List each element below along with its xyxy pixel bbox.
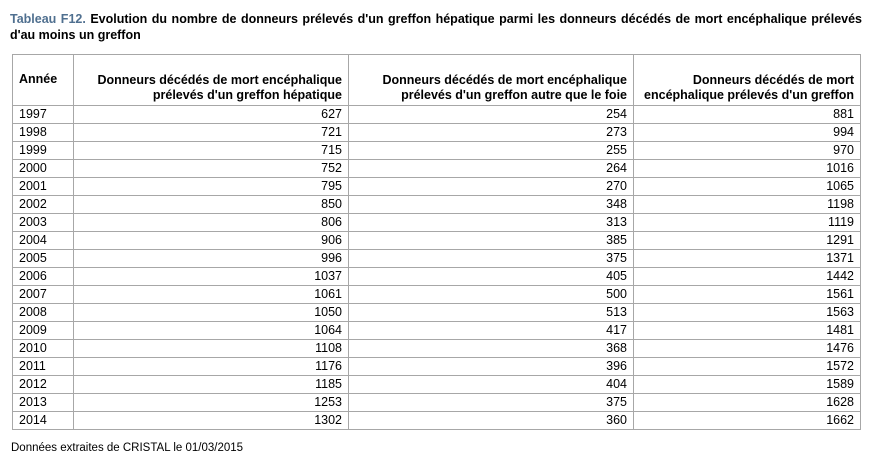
cell-total-donors: 1291	[634, 232, 861, 250]
table-row	[13, 412, 861, 430]
header-year: Année	[13, 55, 74, 106]
table-row	[13, 358, 861, 376]
cell-total-donors: 1563	[634, 304, 861, 322]
cell-liver-donors: 1108	[74, 340, 349, 358]
cell-other-donors: 375	[349, 250, 634, 268]
cell-total-donors: 1016	[634, 160, 861, 178]
header-total-donors: Donneurs décédés de mort encéphalique prélevés d'un greffon	[634, 55, 861, 106]
cell-year: 2010	[13, 340, 74, 358]
cell-year: 2011	[13, 358, 74, 376]
cell-liver-donors: 1064	[74, 322, 349, 340]
cell-liver-donors: 906	[74, 232, 349, 250]
cell-total-donors: 1371	[634, 250, 861, 268]
table-body	[13, 106, 861, 430]
cell-other-donors: 417	[349, 322, 634, 340]
cell-total-donors: 994	[634, 124, 861, 142]
cell-total-donors: 1662	[634, 412, 861, 430]
cell-total-donors: 881	[634, 106, 861, 124]
cell-year: 2014	[13, 412, 74, 430]
cell-total-donors: 1561	[634, 286, 861, 304]
cell-total-donors: 1589	[634, 376, 861, 394]
cell-liver-donors: 752	[74, 160, 349, 178]
cell-year: 2001	[13, 178, 74, 196]
cell-other-donors: 273	[349, 124, 634, 142]
cell-year: 2004	[13, 232, 74, 250]
cell-total-donors: 1476	[634, 340, 861, 358]
table-row	[13, 178, 861, 196]
cell-year: 2012	[13, 376, 74, 394]
cell-total-donors: 1065	[634, 178, 861, 196]
cell-other-donors: 255	[349, 142, 634, 160]
cell-other-donors: 396	[349, 358, 634, 376]
cell-year: 2008	[13, 304, 74, 322]
table-title-label: Tableau F12.	[10, 12, 86, 26]
cell-liver-donors: 996	[74, 250, 349, 268]
cell-other-donors: 500	[349, 286, 634, 304]
cell-year: 1998	[13, 124, 74, 142]
cell-year: 1997	[13, 106, 74, 124]
cell-liver-donors: 1253	[74, 394, 349, 412]
cell-liver-donors: 1176	[74, 358, 349, 376]
cell-liver-donors: 1050	[74, 304, 349, 322]
cell-total-donors: 1628	[634, 394, 861, 412]
cell-liver-donors: 715	[74, 142, 349, 160]
cell-other-donors: 254	[349, 106, 634, 124]
cell-year: 2006	[13, 268, 74, 286]
table-row	[13, 394, 861, 412]
cell-liver-donors: 806	[74, 214, 349, 232]
table-row	[13, 286, 861, 304]
cell-other-donors: 404	[349, 376, 634, 394]
cell-year: 2000	[13, 160, 74, 178]
cell-total-donors: 1198	[634, 196, 861, 214]
cell-total-donors: 1572	[634, 358, 861, 376]
table-row	[13, 106, 861, 124]
table-row	[13, 340, 861, 358]
cell-total-donors: 1481	[634, 322, 861, 340]
cell-other-donors: 513	[349, 304, 634, 322]
cell-other-donors: 270	[349, 178, 634, 196]
cell-liver-donors: 850	[74, 196, 349, 214]
cell-year: 1999	[13, 142, 74, 160]
cell-total-donors: 970	[634, 142, 861, 160]
table-row	[13, 196, 861, 214]
table-row	[13, 250, 861, 268]
table-row	[13, 232, 861, 250]
cell-year: 2013	[13, 394, 74, 412]
cell-liver-donors: 1061	[74, 286, 349, 304]
cell-total-donors: 1442	[634, 268, 861, 286]
table-row	[13, 322, 861, 340]
cell-other-donors: 368	[349, 340, 634, 358]
header-other-donors: Donneurs décédés de mort encéphalique prélevés d'un greffon autre que le foie	[349, 55, 634, 106]
cell-liver-donors: 795	[74, 178, 349, 196]
cell-other-donors: 360	[349, 412, 634, 430]
cell-other-donors: 264	[349, 160, 634, 178]
cell-other-donors: 375	[349, 394, 634, 412]
table-row	[13, 214, 861, 232]
table-title	[10, 11, 862, 43]
cell-year: 2003	[13, 214, 74, 232]
cell-liver-donors: 1037	[74, 268, 349, 286]
cell-other-donors: 405	[349, 268, 634, 286]
table-row	[13, 376, 861, 394]
cell-year: 2002	[13, 196, 74, 214]
cell-year: 2007	[13, 286, 74, 304]
source-note: Données extraites de CRISTAL le 01/03/2015	[11, 442, 244, 454]
cell-year: 2009	[13, 322, 74, 340]
table-title-text: Evolution du nombre de donneurs prélevés d'un greffon hépatique parmi les donneurs décédés de mort encéphalique prélevés d'au moins un greffon	[10, 12, 863, 42]
cell-liver-donors: 1185	[74, 376, 349, 394]
table-row	[13, 268, 861, 286]
table-row	[13, 304, 861, 322]
cell-year: 2005	[13, 250, 74, 268]
header-liver-donors: Donneurs décédés de mort encéphalique prélevés d'un greffon hépatique	[74, 55, 349, 106]
cell-other-donors: 348	[349, 196, 634, 214]
table-row	[13, 142, 861, 160]
cell-liver-donors: 721	[74, 124, 349, 142]
table-row	[13, 160, 861, 178]
cell-total-donors: 1119	[634, 214, 861, 232]
table-row	[13, 124, 861, 142]
cell-liver-donors: 1302	[74, 412, 349, 430]
header-row	[13, 55, 861, 106]
cell-liver-donors: 627	[74, 106, 349, 124]
data-table	[12, 54, 861, 430]
cell-other-donors: 313	[349, 214, 634, 232]
cell-other-donors: 385	[349, 232, 634, 250]
